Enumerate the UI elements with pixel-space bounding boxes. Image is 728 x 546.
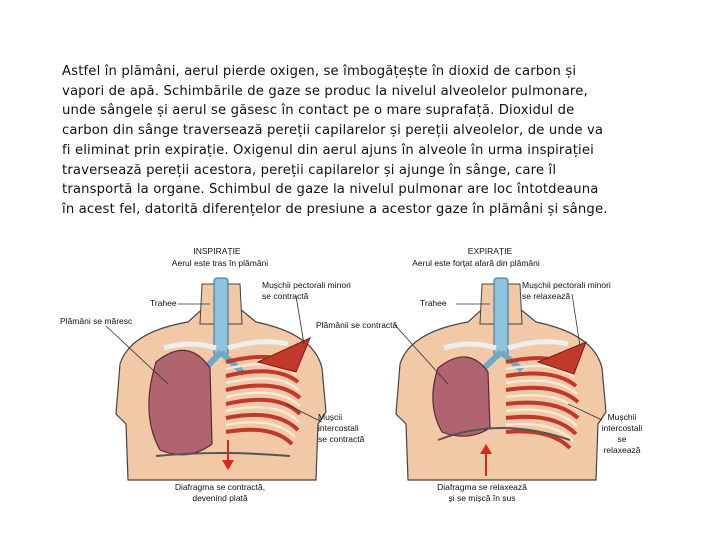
body-paragraph xyxy=(62,62,702,220)
paragraph-line: Astfel în plămâni, aerul pierde oxigen, se îmbogățește în dioxid de carbon și xyxy=(62,64,577,79)
expiration-title: EXPIRAȚIE xyxy=(467,246,513,256)
trachea-label: Trahee xyxy=(150,298,177,308)
diaphragm-label-2: și se mișcă în sus xyxy=(448,493,516,503)
pectoral-label-2: se relaxează xyxy=(522,291,571,301)
paragraph-line: traversează pereții acestora, pereții capilarelor și ajunge în sânge, care îl xyxy=(62,162,557,178)
diaphragm-label-2: devenind plată xyxy=(192,493,248,503)
intercostal-label-2: intercostali xyxy=(601,423,643,433)
expiration-subtitle: Aerul este forțat afară din plămâni xyxy=(412,258,540,268)
paragraph-line: unde sângele și aerul se găsesc în contact pe o mare suprafață. Dioxidul de xyxy=(62,103,575,119)
inspiration-subtitle: Aerul este tras în plămâni xyxy=(171,258,269,268)
inspiration-figure xyxy=(60,244,365,514)
intercostal-label-3: se contractă xyxy=(318,434,365,444)
lungs-label: Plămâni se măresc xyxy=(60,316,133,326)
left-lung xyxy=(433,357,490,436)
intercostal-label-2: intercostali xyxy=(318,423,359,433)
inspiration-title: INSPIRAȚIE xyxy=(193,246,241,256)
lungs-label: Plămânii se contractă xyxy=(316,320,398,330)
intercostal-label-1: Mușcii xyxy=(318,412,343,422)
pectoral-label-1: Mușchii pectorali minori xyxy=(522,280,611,290)
intercostal-label-1: Mușchii xyxy=(607,412,637,422)
paragraph-line: fi eliminat prin expirație. Oxigenul din aerul ajuns în alveole în urma inspirației xyxy=(62,142,594,158)
pectoral-label-1: Mușchii pectorali minori xyxy=(262,280,351,290)
trachea-shape xyxy=(214,278,228,356)
paragraph-line: în acest fel, datorită diferențelor de presiune a acestor gaze în plămâni și sânge. xyxy=(62,201,608,217)
intercostal-label-3: se xyxy=(617,434,627,444)
trachea-label: Trahee xyxy=(420,298,447,308)
paragraph-line: transportă la organe. Schimbul de gaze la nivelul pulmonar are loc întotdeauna xyxy=(62,182,599,198)
trachea-shape xyxy=(494,278,508,356)
paragraph-line: vapori de apă. Schimbările de gaze se produc la nivelul alveolelor pulmonare, xyxy=(62,83,588,99)
left-lung xyxy=(149,350,212,454)
paragraph-line: carbon din sânge traversează pereții capilarelor și pereții alveolelor, de unde va xyxy=(62,123,604,139)
diaphragm-label-1: Diafragma se relaxează xyxy=(437,482,527,492)
intercostal-label-4: relaxează xyxy=(603,445,641,455)
diaphragm-label-1: Diafragma se contractă, xyxy=(174,482,266,492)
pectoral-label-2: se contractă xyxy=(262,291,309,301)
